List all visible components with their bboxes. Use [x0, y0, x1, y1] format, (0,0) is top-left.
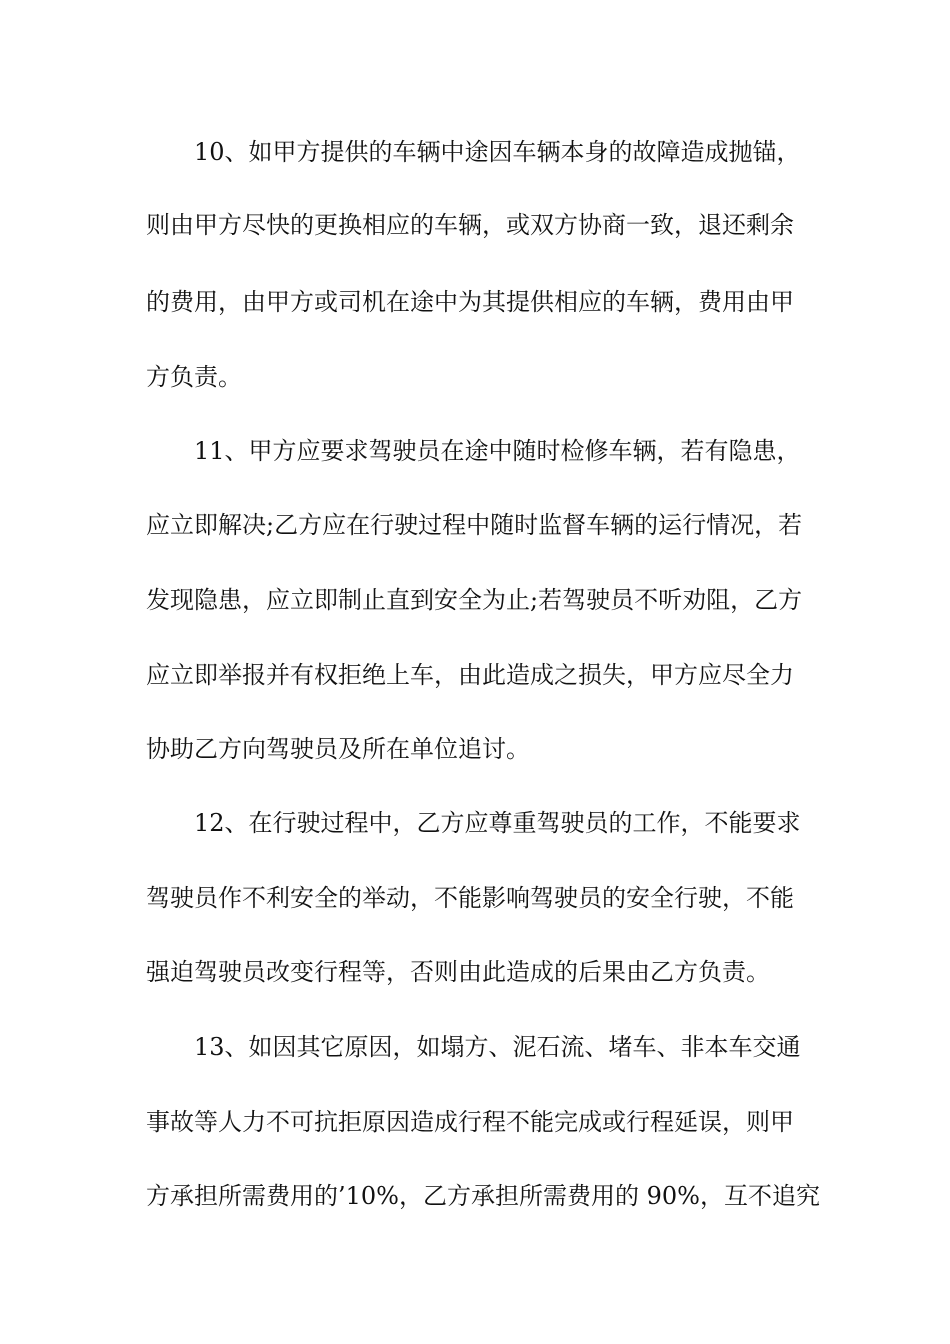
paragraph-11-line-2: 应立即解决;乙方应在行驶过程中随时监督车辆的运行情况，若 [146, 511, 803, 539]
paragraph-12-line-1: 12、在行驶过程中，乙方应尊重驾驶员的工作，不能要求 [194, 809, 801, 837]
paragraph-11-line-4: 应立即举报并有权拒绝上车，由此造成之损失，甲方应尽全力 [146, 661, 794, 689]
paragraph-12-line-2: 驾驶员作不利安全的举动，不能影响驾驶员的安全行驶，不能 [146, 884, 794, 912]
paragraph-13-line-1: 13、如因其它原因，如塌方、泥石流、堵车、非本车交通 [194, 1033, 801, 1061]
paragraph-11-line-5: 协助乙方向驾驶员及所在单位追讨。 [146, 735, 530, 763]
paragraph-10-line-1: 10、如甲方提供的车辆中途因车辆本身的故障造成抛锚， [194, 138, 801, 166]
paragraph-10-line-4: 方负责。 [146, 363, 242, 391]
paragraph-11-line-3: 发现隐患，应立即制止直到安全为止;若驾驶员不听劝阻，乙方 [146, 586, 803, 614]
paragraph-12-line-3: 强迫驾驶员改变行程等，否则由此造成的后果由乙方负责。 [146, 958, 770, 986]
paragraph-10-line-2: 则由甲方尽快的更换相应的车辆，或双方协商一致，退还剩余 [146, 211, 794, 239]
paragraph-13-line-2: 事故等人力不可抗拒原因造成行程不能完成或行程延误，则甲 [146, 1108, 794, 1136]
paragraph-10-line-3: 的费用，由甲方或司机在途中为其提供相应的车辆，费用由甲 [146, 288, 794, 316]
paragraph-13-line-3: 方承担所需费用的’10%，乙方承担所需费用的 90%，互不追究 [146, 1182, 820, 1210]
paragraph-11-line-1: 11、甲方应要求驾驶员在途中随时检修车辆，若有隐患， [194, 437, 801, 465]
